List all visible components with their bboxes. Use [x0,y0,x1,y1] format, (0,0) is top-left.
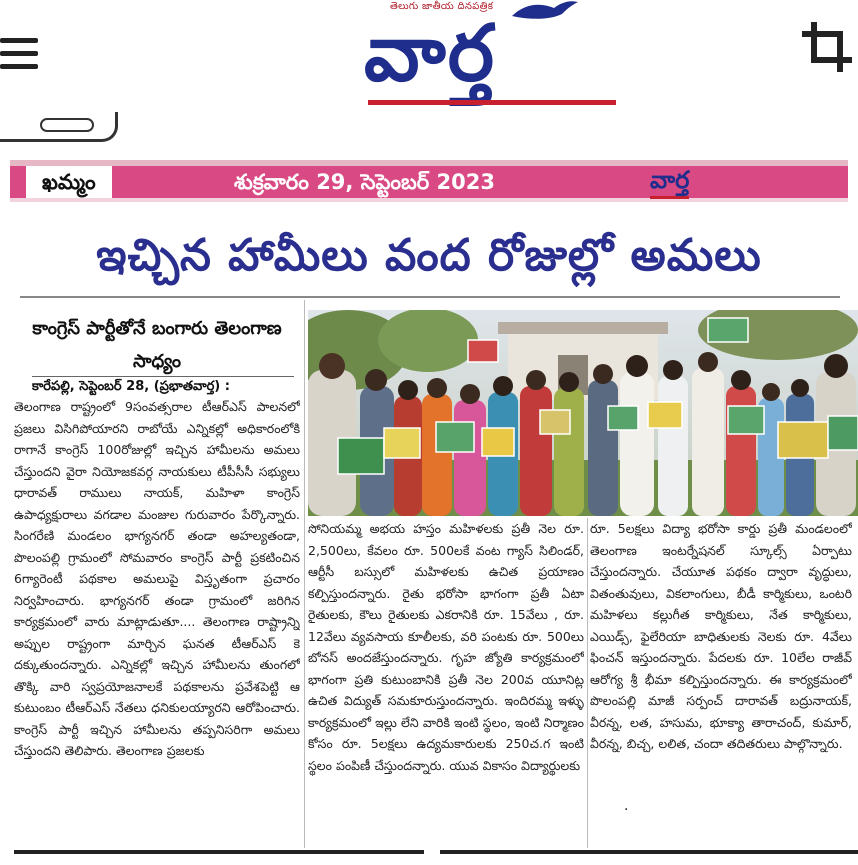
crop-icon[interactable] [800,20,854,74]
menu-line [0,51,38,56]
article-column-left: తెలంగాణ రాష్ట్రంలో 9సంవత్సరాల టీఆర్ఎస్ పాలనలో ప్రజలు విసిగిపోయారని రాబోయే ఎన్నికల్లో అధికారంలోకి రాగానే కాంగ్రెస్ 100రోజుల్లో ఇచ్చిన హామీలను అమలు చేస్తుందని వైరా నియోజకవర్గ నాయకులు టీపీసీసీ సభ్యులు ధారావత్ రాములు నాయక్, మహిళా కాంగ్రెస్ ఉపాధ్యక్షురాలు వగడాల మంజుల గురువారం పేర్కొన్నారు. సింగరేణి మండలం భాగ్యనగర్ తండా అహల్యతండా, పొలంపల్లి గ్రామంలో సోమవారం కాంగ్రెస్ పార్టీ ప్రకటించిన 6గ్యారెంటీ పథకాల అమలుపై విస్తృతంగా ప్రచారం నిర్వహించారు. భాగ్యనగర్ తండా గ్రామంలో జరిగిన కార్యక్రమంలో వారు మాట్లాడుతూ.... తెలంగాణ రాష్ట్రాన్ని అప్పుల రాష్ట్రంగా మార్చిన ఘనత టీఆర్ఎస్ కె దక్కుతుందన్నారు. ఎన్నికల్లో ఇచ్చిన హామీలను తుంగలో తొక్కి వారి స్వప్రయోజనాలకే పథకాలను ప్రవేశపెట్టి ఆ కుటుంబం టీఆర్ఎస్ నేతలు ధనికులయ్యారని ఆరోపించారు. కాంగ్రెస్ పార్టీ ఇచ్చిన హామీలను తప్పనిసరిగా అమలు చేస్తుందని తెలిపారు. తెలంగాణ ప్రజలకు [14,399,300,758]
column-divider [587,518,588,848]
column-end-mark: . [624,798,629,814]
edition-city: ఖమ్మం [24,166,114,198]
logo-tagline: తెలుగు జాతీయ దినపత్రిక [390,1,494,12]
edition-brand: వార్త [650,164,689,199]
crop-icon-graphic [800,20,854,74]
column-divider [304,300,305,848]
strip-bottom-band [10,198,848,202]
article-subheadline: కాంగ్రెస్ పార్టీతోనే బంగారు తెలంగాణ సాధ్యం [32,318,282,372]
article-dateline: కారేపల్లి, సెప్టెంబర్ 28, (ప్రభాతవార్త) : [32,376,294,396]
section-tab[interactable] [0,112,118,142]
page-bottom-rule [14,850,424,854]
edition-date: శుక్రవారం 29, సెప్టెంబర్ 2023 [234,170,495,194]
article-column-middle: సోనియమ్మ అభయ హస్తం మహిళలకు ప్రతీ నెల రూ. 2,500లు, కేవలం రూ. 500లకే వంట గ్యాస్ సిలిండర్, ఆర్టీసీ బస్సులో మహిళలకు ఉచిత ప్రయాణం కల్పిస్తుందన్నారు. రైతు భరోసా భాగంగా ప్రతీ ఏటా రైతులకు, కౌలు రైతులకు ఎకరానికి రూ. 15వేలు , రూ. 12వేలు వ్యవసాయ కూలీలకు, వరి పంటకు రూ. 500లు బోనస్ అందజేస్తుందన్నారు. గృహ జ్యోతి కార్యక్రమంలో భాగంగా ప్రతి కుటుంబానికి ప్రతీ నెల 200వ యూనిట్ల ఉచిత విద్యుత్ సమకూరుస్తుందన్నారు. ఇందిరమ్మ ఇళ్ళు కార్యక్రమంలో ఇల్లు లేని వారికి ఇంటి స్థలం, ఇంటి నిర్మాణం కోసం రూ. 5లక్షలు ఉద్యమకారులకు 250చ.గ ఇంటి స్థలం పంపిణీ చేస్తుందన్నారు. యువ వికాసం విద్యార్థులకు [308,521,584,773]
menu-line [0,38,38,43]
logo-underline [368,100,616,105]
campaign-group-photo [308,310,858,516]
tab-pill [40,118,94,132]
article-photo [308,310,858,516]
article-column-right: రూ. 5లక్షలు విద్యా భరోసా కార్డు ప్రతీ మండలంలో తెలంగాణ ఇంటర్నేషనల్ స్కూల్స్ ఏర్పాటు చేస్తుందన్నారు. చేయూత పథకం ద్వారా వృద్ధులు, వితంతువులు, వికలాంగులు, బీడీ కార్మికులు, ఒంటరి మహిళలు కల్లుగీత కార్మికులు, నేత కార్మికులు, ఎయిడ్స్, ఫైలేరియా బాధితులకు నెలకు రూ. 4వేలు ఫించన్ ఇస్తుందన్నారు. పేదలకు రూ. 10లేల రాజీవ్ ఆరోగ్య శ్రీ భీమా కల్పిస్తుందన్నారు. ఈ కార్యక్రమంలో పొలంపల్లి మాజీ సర్పంచ్ దారావత్ బద్రునాయక్, వీరన్న, లత, హసుమ, భూక్యా తారాచంద్, కుమార్, వీరన్న, బిచ్చ, లలిత, చందా తదితరులు పాల్గొన్నారు. [590,521,852,751]
dove-icon [510,0,580,22]
article-headline: ఇచ్చిన హామీలు వంద రోజుల్లో అమలు [96,230,762,281]
headline-divider [20,296,840,298]
edition-strip [10,160,848,202]
app-header [0,0,858,124]
page-bottom-rule [440,850,858,854]
newspaper-logo[interactable] [360,0,620,112]
logo-wordmark: వార్త [364,9,496,99]
hamburger-menu-icon[interactable] [0,36,42,72]
menu-line [0,64,38,69]
